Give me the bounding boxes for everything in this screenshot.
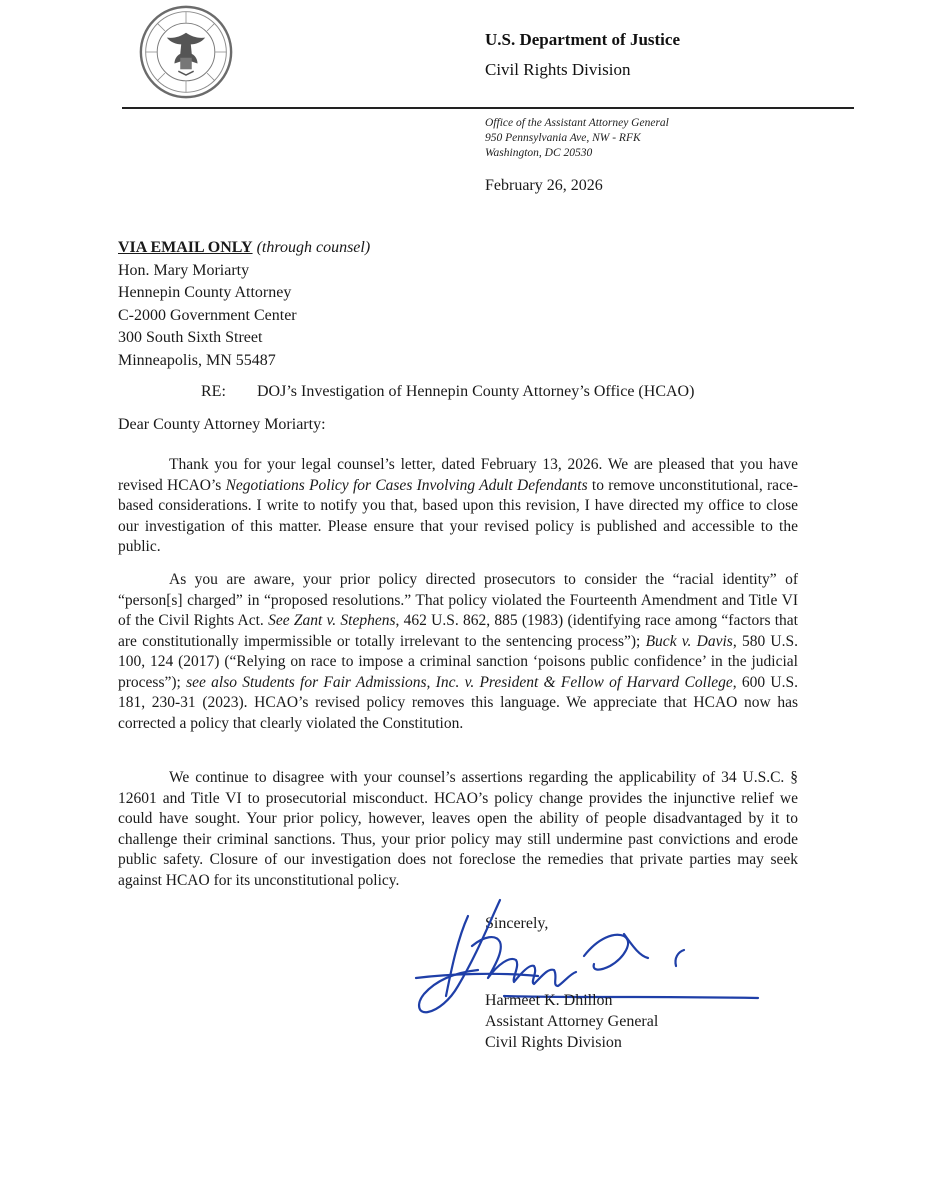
letterhead-divider: [122, 107, 854, 109]
recipient-block: [118, 237, 370, 372]
text-run: As you are aware, your prior policy directed prosecutors to consider the “racial identity” of “person[s] charged” in “proposed resolutions.” That policy violated the Fourteenth Amendment and Title VI of the Civil Rights Act.: [118, 571, 798, 629]
recipient-line: Hon. Mary Moriarty: [118, 261, 250, 279]
delivery-note: (through counsel): [256, 239, 371, 256]
delivery-method: VIA EMAIL ONLY: [118, 239, 253, 256]
re-line: [201, 383, 694, 401]
recipient-line: Minneapolis, MN 55487: [118, 351, 276, 369]
case-citation: See Zant v. Stephens: [268, 612, 396, 629]
text-run: , 462 U.S. 862, 885 (1983) (identifying race among “factors that are constitutionally impermissible or totally irrelevant to the sentencing process”);: [118, 612, 798, 650]
recipient-line: Hennepin County Attorney: [118, 284, 292, 301]
salutation: Dear County Attorney Moriarty:: [118, 416, 326, 433]
text-run: , 580 U.S. 100, 124 (2017) (“Relying on race to impose a criminal sanction ‘poisons public confidence’ in the judicial process”);: [118, 632, 798, 691]
recipient-line: C-2000 Government Center: [118, 306, 297, 324]
delivery-line: [118, 237, 370, 260]
office-address: [485, 116, 669, 161]
text-run: , 600 U.S. 181, 230-31 (2023). HCAO’s revised policy removes this language. We appreciate that HCAO now has corrected a policy that clearly violated the Constitution.: [118, 673, 798, 732]
office-address-line: Office of the Assistant Attorney General: [485, 117, 669, 129]
re-label: RE:: [201, 383, 226, 400]
policy-title: Negotiations Policy for Cases Involving Adult Defendants: [225, 476, 588, 494]
signatory-name: Harmeet K. Dhillon: [485, 992, 613, 1009]
closing-sincerely: Sincerely,: [485, 915, 549, 932]
text-run: Thank you for your legal counsel’s letter, dated February 13, 2026. We are pleased that you have revised HCAO’s: [118, 456, 798, 494]
division-name: Civil Rights Division: [485, 60, 631, 79]
case-citation: Buck v. Davis: [645, 632, 733, 650]
doj-seal-icon: [138, 4, 234, 100]
case-citation: see also Students for Fair Admissions, Inc. v. President & Fellow of Harvard College: [186, 673, 733, 691]
office-address-line: Washington, DC 20530: [485, 147, 593, 159]
office-address-line: 950 Pennsylvania Ave, NW - RFK: [485, 132, 641, 144]
agency-name: U.S. Department of Justice: [485, 30, 680, 49]
text-run: to remove unconstitutional, race-based considerations. I write to notify you that, based upon this revision, I have directed my office to close our investigation of this matter. Please ensure that your revised policy is published and accessible to the public.: [118, 476, 798, 555]
recipient-line: 300 South Sixth Street: [118, 329, 263, 346]
body-paragraph-3: We continue to disagree with your counsel’s assertions regarding the applicability of 34 U.S.C. § 12601 and Title VI to prosecutorial misconduct. HCAO’s policy change provides the injunctive relief we could have sought. Your prior policy, however, leaves open the ability of people disadvantaged by it to challenge their criminal sanctions. Thus, your prior policy may still undermine past convictions and erode public safety. Closure of our investigation does not foreclose the remedies that private parties may seek against HCAO for its unconstitutional policy.: [118, 769, 798, 889]
body-paragraph-1: [118, 455, 798, 558]
re-subject: DOJ’s Investigation of Hennepin County Attorney’s Office (HCAO): [257, 383, 695, 400]
letter-date: February 26, 2026: [485, 177, 603, 194]
body-paragraph-2: [118, 570, 798, 734]
signatory-division: Civil Rights Division: [485, 1034, 622, 1051]
signatory-title: Assistant Attorney General: [485, 1013, 659, 1030]
